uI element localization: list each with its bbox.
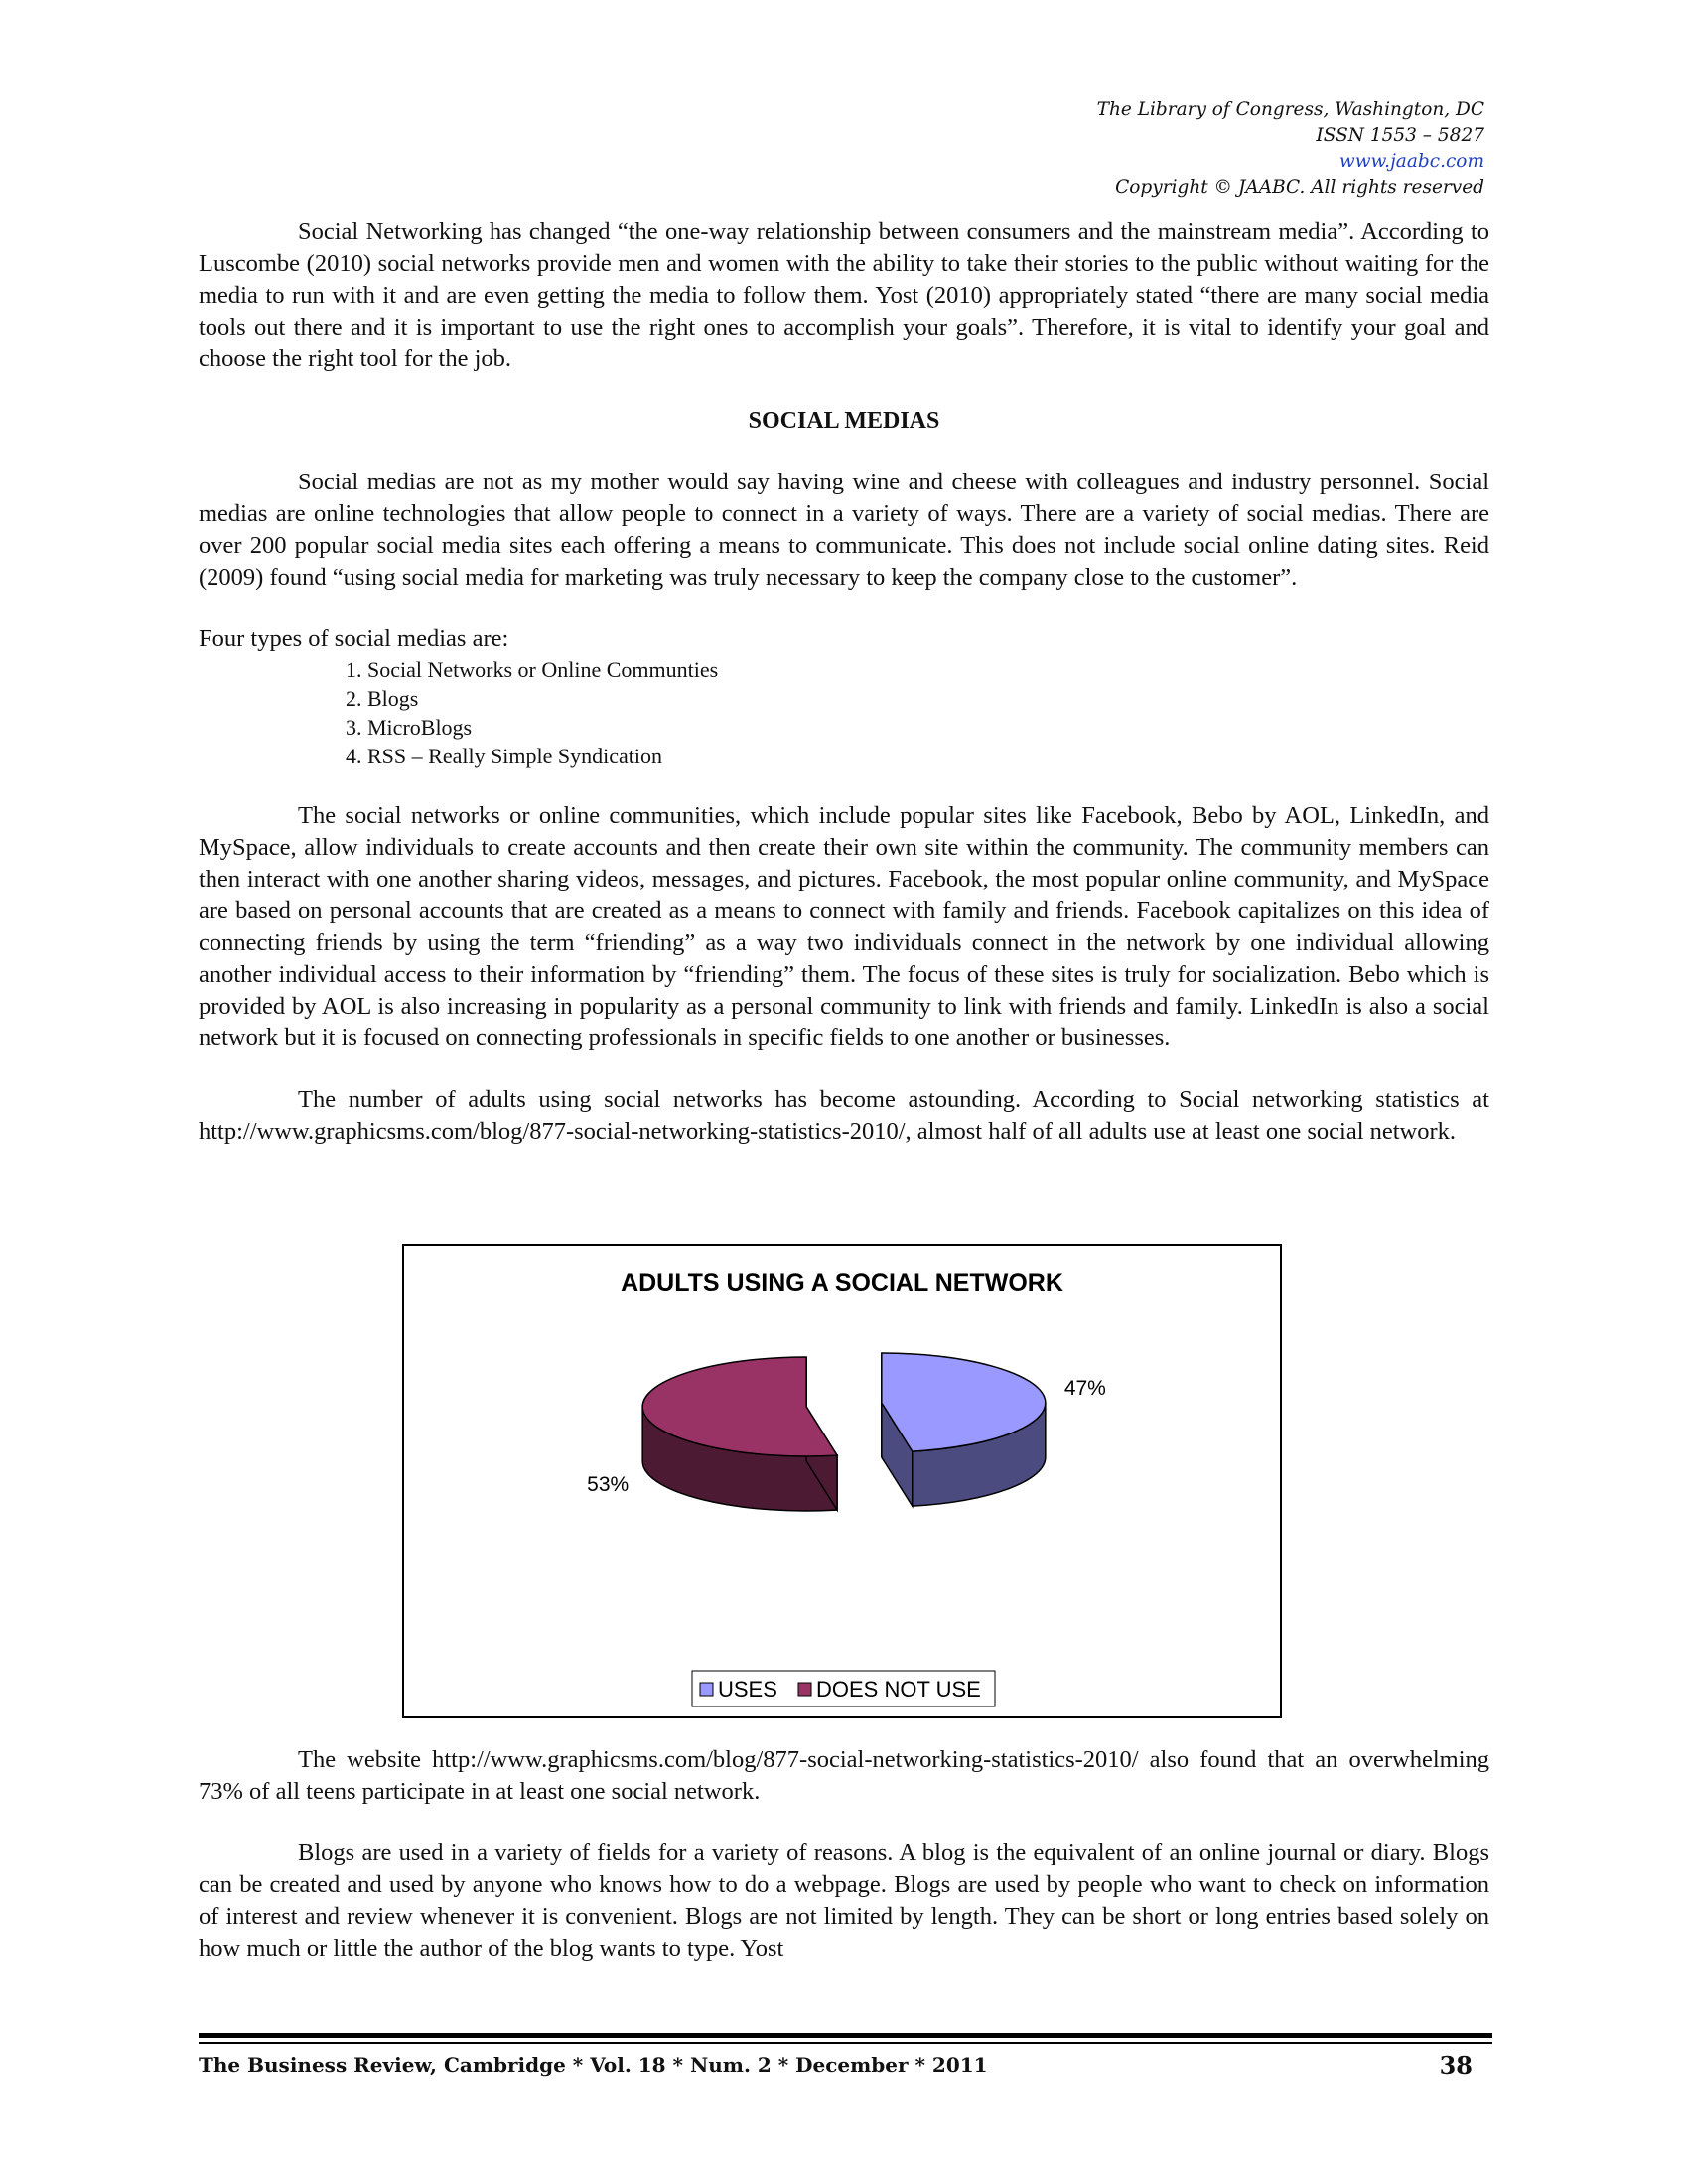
section-heading-social-medias: SOCIAL MEDIAS (748, 408, 940, 434)
list-intro: Four types of social medias are: (199, 625, 509, 652)
legend-label-does-not-use: DOES NOT USE (816, 1677, 981, 1702)
paragraph-online-communities: The social networks or online communities, which include popular sites like Facebook, Bebo by AOL, LinkedIn, and MySpace, allow individuals to create accounts and then create their own site within the community. The community members can then interact with one another sharing videos, messages, and pictures. Facebook, the most popular online community, and MySpace are based on personal accounts that are created as a means to connect with family and friends. Facebook capitalizes on this idea of connecting friends by using the term “friending” as a way two individuals connect in the network by one individual allowing another individual access to their information by “friending” them. The focus of these sites is truly for socialization. Bebo which is provided by AOL is also increasing in popularity as a personal community to link with friends and family. LinkedIn is also a social network but it is focused on connecting professionals in specific fields to one another or businesses. (199, 802, 1489, 1051)
pie-chart-adults-social-network (402, 1244, 1282, 1718)
pie-data-label-uses: 47% (1063, 1377, 1106, 1401)
journal-footer (199, 2051, 1492, 2080)
footer-rule-thick (199, 2033, 1492, 2038)
list-item: 2. Blogs (346, 686, 419, 711)
list-item: 1. Social Networks or Online Communties (346, 657, 719, 682)
legend-label-uses: USES (718, 1677, 777, 1702)
paragraph-social-networking-change: Social Networking has changed “the one-way relationship between consumers and the mainstream media”. According to Luscombe (2010) social networks provide men and women with the ability to take their stories to the public without waiting for the media to run with it and are even getting the media to follow them. Yost (2010) appropriately stated “there are many social media tools out there and it is important to use the right ones to accomplish your goals”. Therefore, it is vital to identify your goal and choose the right tool for the job. (199, 218, 1489, 372)
article-body (199, 216, 1489, 1148)
chart-svg (404, 1246, 1280, 1716)
header-library: The Library of Congress, Washington, DC (1096, 99, 1484, 120)
paragraph-social-medias-definition: Social medias are not as my mother would say having wine and cheese with colleagues and industry personnel. Social medias are online technologies that allow people to connect in a variety of ways. There are a variety of social medias. There are over 200 popular social media sites each offering a means to communicate. This does not include social online dating sites. Reid (2009) found “using social media for marketing was truly necessary to keep the company close to the customer”. (199, 469, 1489, 591)
list-item: 4. RSS – Really Simple Syndication (346, 744, 663, 768)
list-item: 3. MicroBlogs (346, 715, 473, 740)
footer-journal-citation: The Business Review, Cambridge * Vol. 18 * Num. 2 * December * 2011 (199, 2053, 988, 2077)
footer-rule-thin (199, 2042, 1492, 2044)
header-issn: ISSN 1553 – 5827 (1316, 125, 1484, 146)
pie-data-label-does-not-use: 53% (587, 1472, 630, 1496)
header-copyright: Copyright © JAABC. All rights reserved (1115, 177, 1484, 198)
pie-group (587, 1353, 1106, 1511)
chart-title: ADULTS USING A SOCIAL NETWORK (621, 1269, 1063, 1297)
journal-header (1097, 97, 1484, 201)
legend-swatch-does-not-use (798, 1683, 811, 1696)
paragraph-adult-usage: The number of adults using social networks has become astounding. According to Social networking statistics at http://www.graphicsms.com/blog/877-social-networking-statistics-2010/, almost half of all adults use at least one social network. (199, 1086, 1489, 1145)
article-body-continued (199, 1744, 1489, 1965)
page-number: 38 (1439, 2051, 1473, 2080)
social-media-types-list (346, 655, 1489, 770)
header-website[interactable]: www.jaabc.com (1338, 151, 1484, 172)
legend-swatch-uses (700, 1683, 713, 1696)
paragraph-blogs: Blogs are used in a variety of fields for a variety of reasons. A blog is the equivalent of an online journal or diary. Blogs can be created and used by anyone who knows how to do a webpage. Blogs are used by people who want to check on information of interest and review whenever it is convenient. Blogs are not limited by length. They can be short or long entries based solely on how much or little the author of the blog wants to type. Yost (199, 1840, 1489, 1962)
chart-legend (692, 1671, 995, 1706)
paragraph-teen-usage: The website http://www.graphicsms.com/blog/877-social-networking-statistics-2010/ also found that an overwhelming 73% of all teens participate in at least one social network. (199, 1746, 1489, 1805)
